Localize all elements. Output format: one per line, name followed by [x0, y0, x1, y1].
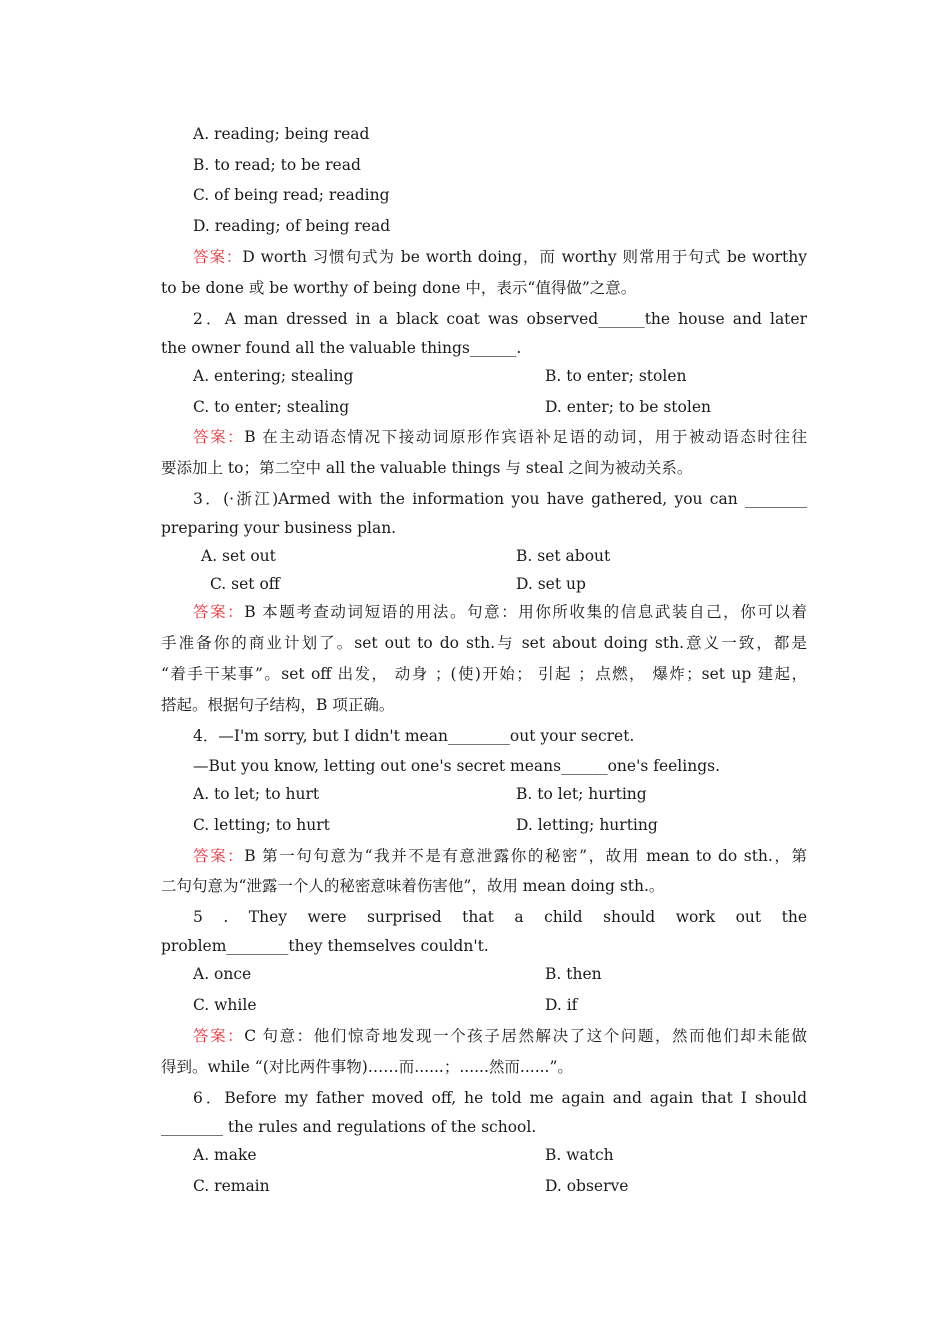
- q2-stem-line-1: 2．A man dressed in a black coat was observed______the house and later: [193, 310, 807, 328]
- q4-option-c: C. letting; to hurt: [193, 816, 330, 834]
- q5-options-row-2: [193, 995, 807, 1015]
- q1-answer-label: 答案：: [193, 248, 243, 266]
- q5-options-row-1: [193, 964, 807, 984]
- q5-option-b: B. then: [545, 965, 602, 983]
- q3-answer-line-4: 搭起。根据句子结构，B 项正确。: [161, 696, 395, 714]
- q2-answer-text-1: B 在主动语态情况下接动词原形作宾语补足语的动词，用于被动语态时往往: [244, 428, 807, 446]
- q3-answer-line-2: 手准备你的商业计划了。set out to do sth.与 set about doing sth.意义一致，都是: [161, 634, 807, 652]
- q2-answer-line-2: 要添加上 to；第二空中 all the valuable things 与 steal 之间为被动关系。: [161, 459, 693, 477]
- q4-option-a: A. to let; to hurt: [193, 785, 320, 803]
- q5-stem-line-2: problem________they themselves couldn't.: [161, 937, 489, 955]
- q3-option-c: C. set off: [210, 575, 280, 593]
- q5-option-c: C. while: [193, 996, 257, 1014]
- q2-options-row-1: [193, 366, 807, 386]
- q5-answer-line-2: 得到。while “(对比两件事物)……而......；......然而......”。: [161, 1058, 573, 1076]
- q4-option-d: D. letting; hurting: [516, 816, 658, 834]
- q2-answer-line-1: [193, 427, 807, 447]
- q1-option-a: A. reading; being read: [193, 125, 370, 143]
- q3-answer-text-1: B 本题考查动词短语的用法。句意：用你所收集的信息武装自己，你可以着: [244, 603, 807, 621]
- q2-option-b: B. to enter; stolen: [545, 367, 687, 385]
- q1-answer-text-1: D worth 习惯句式为 be worth doing，而 worthy 则常用于句式 be worthy: [242, 248, 807, 266]
- q6-options-row-1: [193, 1145, 807, 1165]
- q6-option-b: B. watch: [545, 1146, 614, 1164]
- q5-option-d: D. if: [545, 996, 578, 1014]
- q6-stem-line-2: ________ the rules and regulations of the school.: [161, 1118, 537, 1136]
- q4-answer-text-1: B 第一句句意为“我并不是有意泄露你的秘密”，故用 mean to do sth.，第: [244, 847, 807, 865]
- q6-stem-line-1: 6．Before my father moved off, he told me again and again that I should: [193, 1089, 807, 1107]
- q4-answer-line-2: 二句句意为“泄露一个人的秘密意味着伤害他”，故用 mean doing sth.。: [161, 877, 665, 895]
- q3-option-d: D. set up: [516, 575, 586, 593]
- q2-options-row-2: [193, 397, 807, 417]
- q6-option-a: A. make: [193, 1146, 257, 1164]
- q3-option-a: A. set out: [201, 547, 276, 565]
- q3-stem-line-2: preparing your business plan.: [161, 519, 397, 537]
- q2-stem-line-2: the owner found all the valuable things______.: [161, 339, 522, 357]
- q1-option-d: D. reading; of being read: [193, 217, 391, 235]
- q1-option-b: B. to read; to be read: [193, 156, 361, 174]
- q3-answer-line-3: “着手干某事”。set off 出发， 动身 ；(使)开始； 引起 ；点燃， 爆炸；set up 建起，: [161, 665, 807, 683]
- q2-option-c: C. to enter; stealing: [193, 398, 350, 416]
- q5-option-a: A. once: [193, 965, 252, 983]
- q5-stem-line-1: 5 . They were surprised that a child should work out the: [193, 908, 807, 926]
- q2-answer-label: 答案：: [193, 428, 245, 446]
- q6-option-c: C. remain: [193, 1177, 270, 1195]
- q4-option-b: B. to let; hurting: [516, 785, 647, 803]
- q4-options-row-2: [193, 815, 807, 835]
- q5-answer-text-1: C 句意：他们惊奇地发现一个孩子居然解决了这个问题，然而他们却未能做: [244, 1027, 807, 1045]
- q5-answer-label: 答案：: [193, 1027, 245, 1045]
- q6-options-row-2: [193, 1176, 807, 1196]
- q4-stem-line-1: 4．—I'm sorry, but I didn't mean________out your secret.: [193, 727, 635, 745]
- q3-option-b: B. set about: [516, 547, 611, 565]
- q1-answer-line-2: to be done 或 be worthy of being done 中，表示“值得做”之意。: [161, 279, 637, 297]
- q4-answer-label: 答案：: [193, 847, 245, 865]
- q1-answer-line-1: [193, 247, 807, 267]
- q4-stem-line-2: —But you know, letting out one's secret means______one's feelings.: [193, 757, 720, 775]
- q3-answer-label: 答案：: [193, 603, 245, 621]
- q3-options-row-2: [210, 574, 824, 594]
- q3-answer-line-1: [193, 602, 807, 622]
- q4-answer-line-1: [193, 846, 807, 866]
- q5-answer-line-1: [193, 1026, 807, 1046]
- q1-option-c: C. of being read; reading: [193, 186, 390, 204]
- q4-options-row-1: [193, 784, 807, 804]
- q2-option-a: A. entering; stealing: [193, 367, 354, 385]
- q6-option-d: D. observe: [545, 1177, 629, 1195]
- q3-options-row-1: [201, 546, 815, 566]
- q3-stem-line-1: 3．(·浙江)Armed with the information you have gathered, you can ________: [193, 490, 807, 508]
- q2-option-d: D. enter; to be stolen: [545, 398, 711, 416]
